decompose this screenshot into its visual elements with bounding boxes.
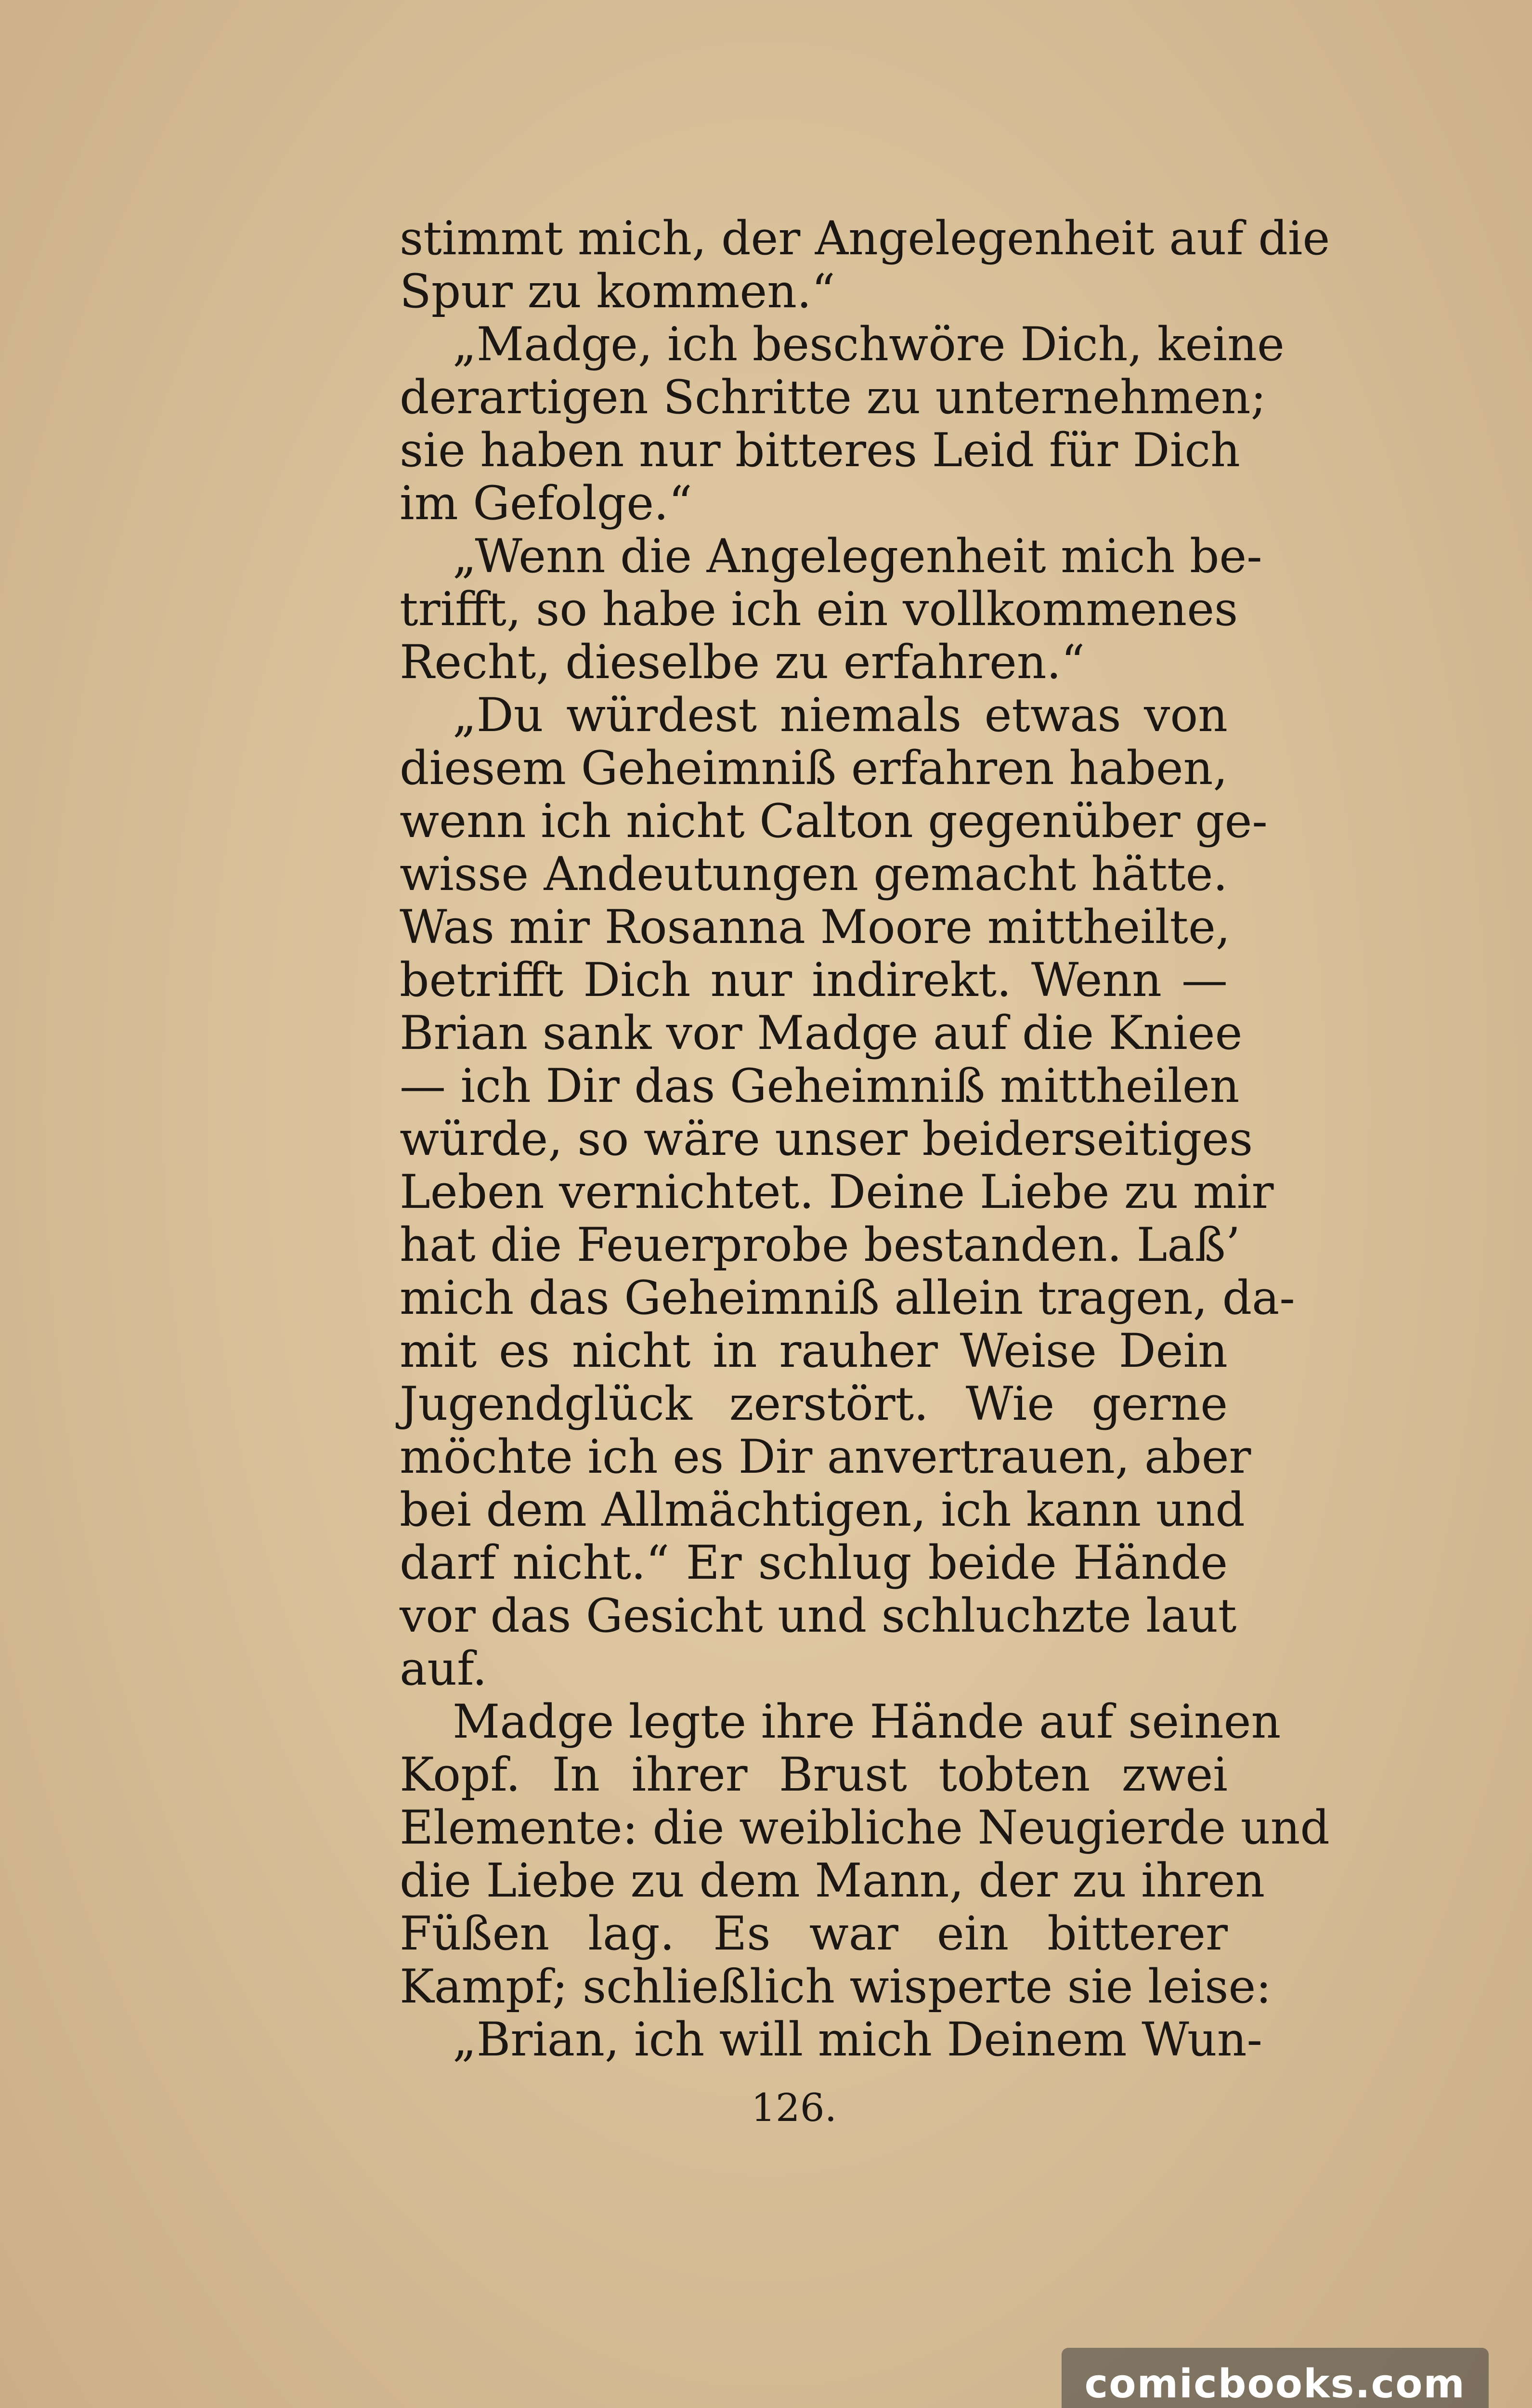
text-line: Kampf; schließlich wisperte sie leise: <box>400 1960 1272 2014</box>
text-line: Madge legte ihre Hände auf seinen <box>453 1695 1281 1749</box>
text-line: wenn ich nicht Calton gegenüber ge- <box>400 794 1268 848</box>
text-line: würde, so wäre unser beiderseitiges <box>400 1112 1253 1166</box>
text-line: sie haben nur bitteres Leid für Dich <box>400 423 1240 477</box>
text-line: vor das Gesicht und schluchzte laut <box>400 1589 1237 1643</box>
text-line: derartigen Schritte zu unternehmen; <box>400 370 1266 424</box>
text-line: Brian sank vor Madge auf die Kniee <box>400 1006 1243 1060</box>
text-line: „Brian, ich will mich Deinem Wun- <box>453 2013 1262 2067</box>
text-line: die Liebe zu dem Mann, der zu ihren <box>400 1854 1265 1908</box>
text-line: Elemente: die weibliche Neugierde und <box>400 1801 1330 1855</box>
text-line: Jugendglück zerstört. Wie gerne <box>400 1377 1228 1431</box>
text-line: „Wenn die Angelegenheit mich be- <box>453 529 1262 583</box>
text-line: diesem Geheimniß erfahren haben, <box>400 741 1228 795</box>
text-line: darf nicht.“ Er schlug beide Hände <box>400 1536 1228 1590</box>
text-line: mit es nicht in rauher Weise Dein <box>400 1324 1228 1378</box>
text-line: mich das Geheimniß allein tragen, da- <box>400 1271 1295 1325</box>
text-line: Leben vernichtet. Deine Liebe zu mir <box>400 1165 1274 1219</box>
text-line: betrifft Dich nur indirekt. Wenn — <box>400 953 1228 1007</box>
text-line: auf. <box>400 1642 487 1696</box>
text-line: trifft, so habe ich ein vollkommenes <box>400 582 1238 636</box>
text-line: wisse Andeutungen gemacht hätte. <box>400 847 1228 901</box>
text-line: stimmt mich, der Angelegenheit auf die <box>400 211 1330 265</box>
text-line: Was mir Rosanna Moore mittheilte, <box>400 900 1231 954</box>
text-line: möchte ich es Dir anvertrauen, aber <box>400 1430 1251 1484</box>
page-number: 126. <box>751 2085 837 2130</box>
text-line: Kopf. In ihrer Brust tobten zwei <box>400 1748 1228 1802</box>
text-line: Füßen lag. Es war ein bitterer <box>400 1907 1228 1961</box>
text-line: bei dem Allmächtigen, ich kann und <box>400 1483 1245 1537</box>
watermark-logo: comicbooks.com <box>1062 2348 1489 2408</box>
text-line: Recht, dieselbe zu erfahren.“ <box>400 635 1085 689</box>
text-line: „Madge, ich beschwöre Dich, keine <box>453 317 1285 371</box>
text-line: Spur zu kommen.“ <box>400 264 835 318</box>
text-line: „Du würdest niemals etwas von <box>453 688 1228 742</box>
text-line: hat die Feuerprobe bestanden. Laß’ <box>400 1218 1241 1272</box>
body-text <box>400 211 1330 2067</box>
text-line: im Gefolge.“ <box>400 476 692 530</box>
text-line: — ich Dir das Geheimniß mittheilen <box>400 1059 1240 1113</box>
